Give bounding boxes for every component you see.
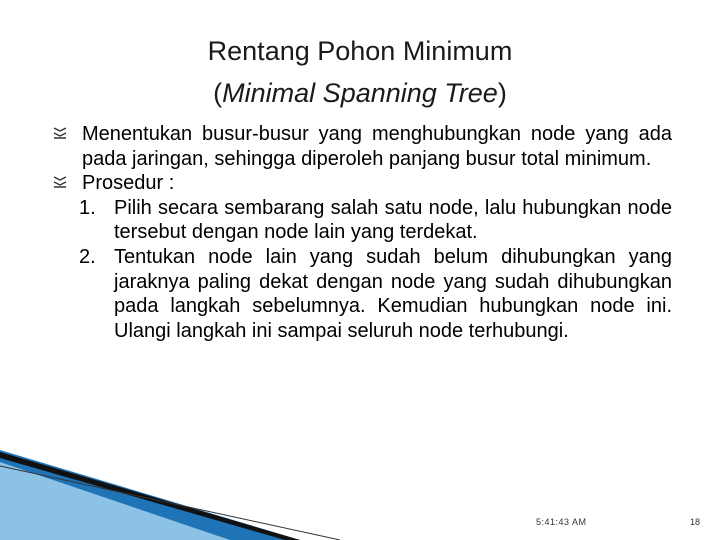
step-number: 2. (79, 245, 96, 268)
step-text: Tentukan node lain yang sudah belum dihubungkan yang jaraknya paling dekat dengan node yang sudah dihubungkan pada langkah sebelumnya. Kemudian hubungkan node ini. Ulangi langkah ini sampai seluruh node terhubungi. (114, 245, 672, 342)
bullet-text: Menentukan busur-busur yang menghubungkan node yang ada pada jaringan, sehingga diperoleh panjang busur total minimum. (82, 123, 672, 170)
corner-decoration (0, 440, 720, 540)
title-line-2 (100, 72, 620, 114)
slide-title (100, 30, 620, 114)
bullet-item (52, 171, 672, 196)
bullet-text: Prosedur : (82, 172, 175, 195)
step-item (52, 196, 672, 245)
step-item (52, 245, 672, 343)
footer-page-number: 18 (690, 517, 701, 527)
bullet-marker-icon (52, 174, 68, 190)
slide-content (52, 122, 672, 343)
title-paren-close: ) (497, 78, 507, 108)
step-text: Pilih secara sembarang salah satu node, lalu hubungkan node tersebut dengan node lain yang terdekat. (114, 196, 672, 244)
step-number: 1. (79, 196, 96, 219)
footer-timestamp: 5:41:43 AM (536, 517, 587, 527)
title-italic-term: Minimal Spanning Tree (222, 78, 498, 108)
bullet-marker-icon (52, 125, 68, 141)
bullet-item (52, 122, 672, 171)
title-paren-open: ( (213, 78, 223, 108)
title-line-1: Rentang Pohon Minimum (207, 36, 513, 66)
